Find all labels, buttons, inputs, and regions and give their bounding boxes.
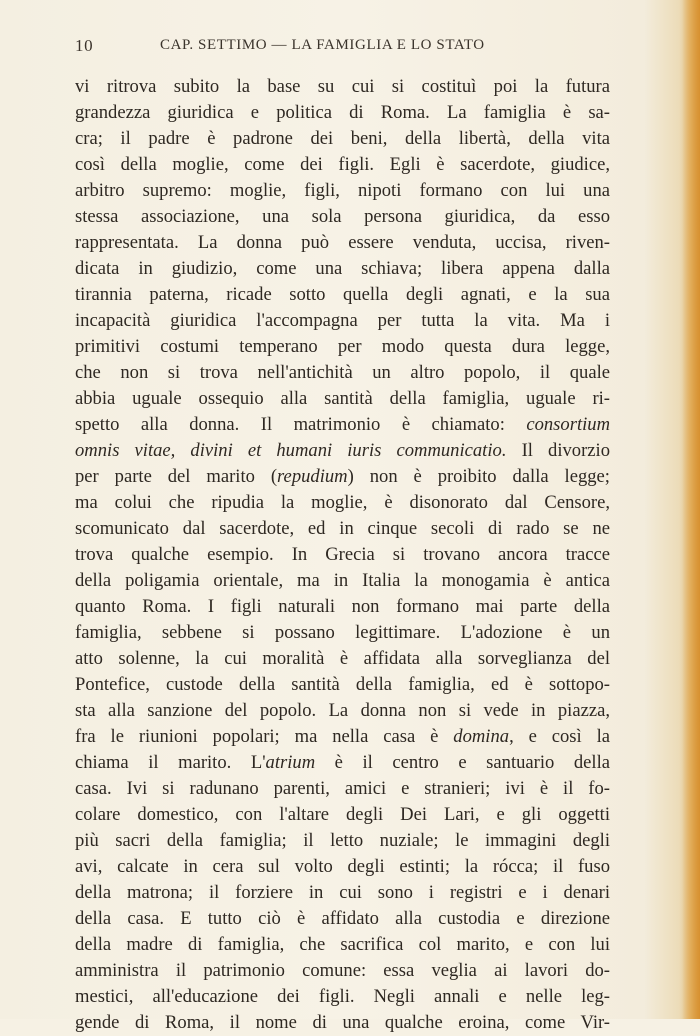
text-line bbox=[75, 958, 610, 984]
text-line bbox=[75, 282, 610, 308]
text-segment: abbia uguale ossequio alla santità della famiglia, uguale ri- bbox=[75, 388, 610, 409]
italic-text-segment: atrium bbox=[265, 752, 316, 773]
text-line bbox=[75, 204, 610, 230]
text-segment: più sacri della famiglia; il letto nuziale; le immagini degli bbox=[75, 830, 610, 851]
text-segment: casa. Ivi si radunano parenti, amici e stranieri; ivi è il fo- bbox=[75, 778, 610, 799]
text-line bbox=[75, 178, 610, 204]
text-segment: arbitro supremo: moglie, figli, nipoti formano con lui una bbox=[75, 180, 610, 201]
italic-text-segment: consortium bbox=[526, 414, 610, 435]
text-line bbox=[75, 594, 610, 620]
text-segment: avi, calcate in cera sul volto degli estinti; la rócca; il fuso bbox=[75, 856, 610, 877]
text-line bbox=[75, 386, 610, 412]
text-segment: ) non è proibito dalla legge; bbox=[347, 466, 610, 487]
text-segment: quanto Roma. I figli naturali non formano mai parte della bbox=[75, 596, 610, 617]
page-number: 10 bbox=[75, 36, 94, 55]
text-segment: trova qualche esempio. In Grecia si trovano ancora tracce bbox=[75, 544, 610, 565]
text-line bbox=[75, 672, 610, 698]
text-segment: cra; il padre è padrone dei beni, della libertà, della vita bbox=[75, 128, 610, 149]
text-line bbox=[75, 906, 610, 932]
text-segment: tirannia paterna, ricade sotto quella degli agnati, e la sua bbox=[75, 284, 610, 305]
text-segment: spetto alla donna. Il matrimonio è chiamato: bbox=[75, 414, 527, 435]
text-line bbox=[75, 74, 610, 100]
text-segment: Pontefice, custode della santità della famiglia, ed è sottopo- bbox=[75, 674, 610, 695]
text-line bbox=[75, 724, 610, 750]
text-line bbox=[75, 1010, 610, 1036]
running-head: CAP. SETTIMO — LA FAMIGLIA E LO STATO bbox=[160, 37, 485, 53]
text-segment: rappresentata. La donna può essere venduta, uccisa, riven- bbox=[75, 232, 610, 253]
text-line bbox=[75, 256, 610, 282]
text-segment: grandezza giuridica e politica di Roma. La famiglia è sa- bbox=[75, 102, 610, 123]
text-segment: fra le riunioni popolari; ma nella casa è bbox=[75, 726, 454, 747]
text-segment: stessa associazione, una sola persona giuridica, da esso bbox=[75, 206, 610, 227]
text-segment: Il divorzio bbox=[506, 440, 610, 461]
text-line bbox=[75, 646, 610, 672]
italic-text-segment: domina bbox=[453, 726, 510, 747]
text-line bbox=[75, 802, 610, 828]
text-line bbox=[75, 100, 610, 126]
page-header bbox=[75, 36, 610, 60]
text-line bbox=[75, 490, 610, 516]
text-line bbox=[75, 880, 610, 906]
text-segment: scomunicato dal sacerdote, ed in cinque secoli di rado se ne bbox=[75, 518, 610, 539]
text-segment: primitivi costumi temperano per modo questa dura legge, bbox=[75, 336, 610, 357]
text-segment: dicata in giudizio, come una schiava; libera appena dalla bbox=[75, 258, 610, 279]
text-segment: sta alla sanzione del popolo. La donna non si vede in piazza, bbox=[75, 700, 610, 721]
text-line bbox=[75, 542, 610, 568]
text-segment: chiama il marito. L' bbox=[75, 752, 266, 773]
text-segment: ma colui che ripudia la moglie, è disonorato dal Censore, bbox=[75, 492, 610, 513]
text-line bbox=[75, 620, 610, 646]
text-line bbox=[75, 152, 610, 178]
italic-text-segment: omnis vitae, divini et humani iuris communicatio. bbox=[75, 440, 507, 461]
text-line bbox=[75, 776, 610, 802]
text-segment: gende di Roma, il nome di una qualche eroina, come Vir- bbox=[75, 1012, 610, 1033]
text-segment: così della moglie, come dei figli. Egli è sacerdote, giudice, bbox=[75, 154, 610, 175]
text-segment: incapacità giuridica l'accompagna per tutta la vita. Ma i bbox=[75, 310, 610, 331]
text-segment: famiglia, sebbene si possano legittimare. L'adozione è un bbox=[75, 622, 610, 643]
text-segment: per parte del marito ( bbox=[75, 466, 278, 487]
text-segment: della poligamia orientale, ma in Italia la monogamia è antica bbox=[75, 570, 610, 591]
text-line bbox=[75, 854, 610, 880]
text-line bbox=[75, 698, 610, 724]
text-line bbox=[75, 932, 610, 958]
text-segment: colare domestico, con l'altare degli Dei Lari, e gli oggetti bbox=[75, 804, 610, 825]
text-segment: mestici, all'educazione dei figli. Negli annali e nelle leg- bbox=[75, 986, 610, 1007]
text-line bbox=[75, 308, 610, 334]
italic-text-segment: repudium bbox=[277, 466, 348, 487]
text-segment: , e così la bbox=[509, 726, 610, 747]
text-segment: vi ritrova subito la base su cui si costituì poi la futura bbox=[75, 76, 610, 97]
text-line bbox=[75, 464, 610, 490]
text-segment: della matrona; il forziere in cui sono i registri e i denari bbox=[75, 882, 610, 903]
text-line bbox=[75, 828, 610, 854]
text-segment: della madre di famiglia, che sacrifica col marito, e con lui bbox=[75, 934, 610, 955]
text-line bbox=[75, 750, 610, 776]
text-line bbox=[75, 126, 610, 152]
text-line bbox=[75, 334, 610, 360]
text-line bbox=[75, 516, 610, 542]
text-line bbox=[75, 438, 610, 464]
text-line bbox=[75, 984, 610, 1010]
text-segment: amministra il patrimonio comune: essa veglia ai lavori do- bbox=[75, 960, 610, 981]
body-text bbox=[75, 74, 610, 1036]
text-segment: che non si trova nell'antichità un altro popolo, il quale bbox=[75, 362, 610, 383]
page-edge-shadow bbox=[682, 0, 700, 1019]
text-line bbox=[75, 412, 610, 438]
text-segment: atto solenne, la cui moralità è affidata alla sorveglianza del bbox=[75, 648, 610, 669]
text-line bbox=[75, 230, 610, 256]
text-segment: della casa. E tutto ciò è affidato alla custodia e direzione bbox=[75, 908, 610, 929]
text-segment: è il centro e santuario della bbox=[315, 752, 610, 773]
text-line bbox=[75, 360, 610, 386]
text-line bbox=[75, 568, 610, 594]
